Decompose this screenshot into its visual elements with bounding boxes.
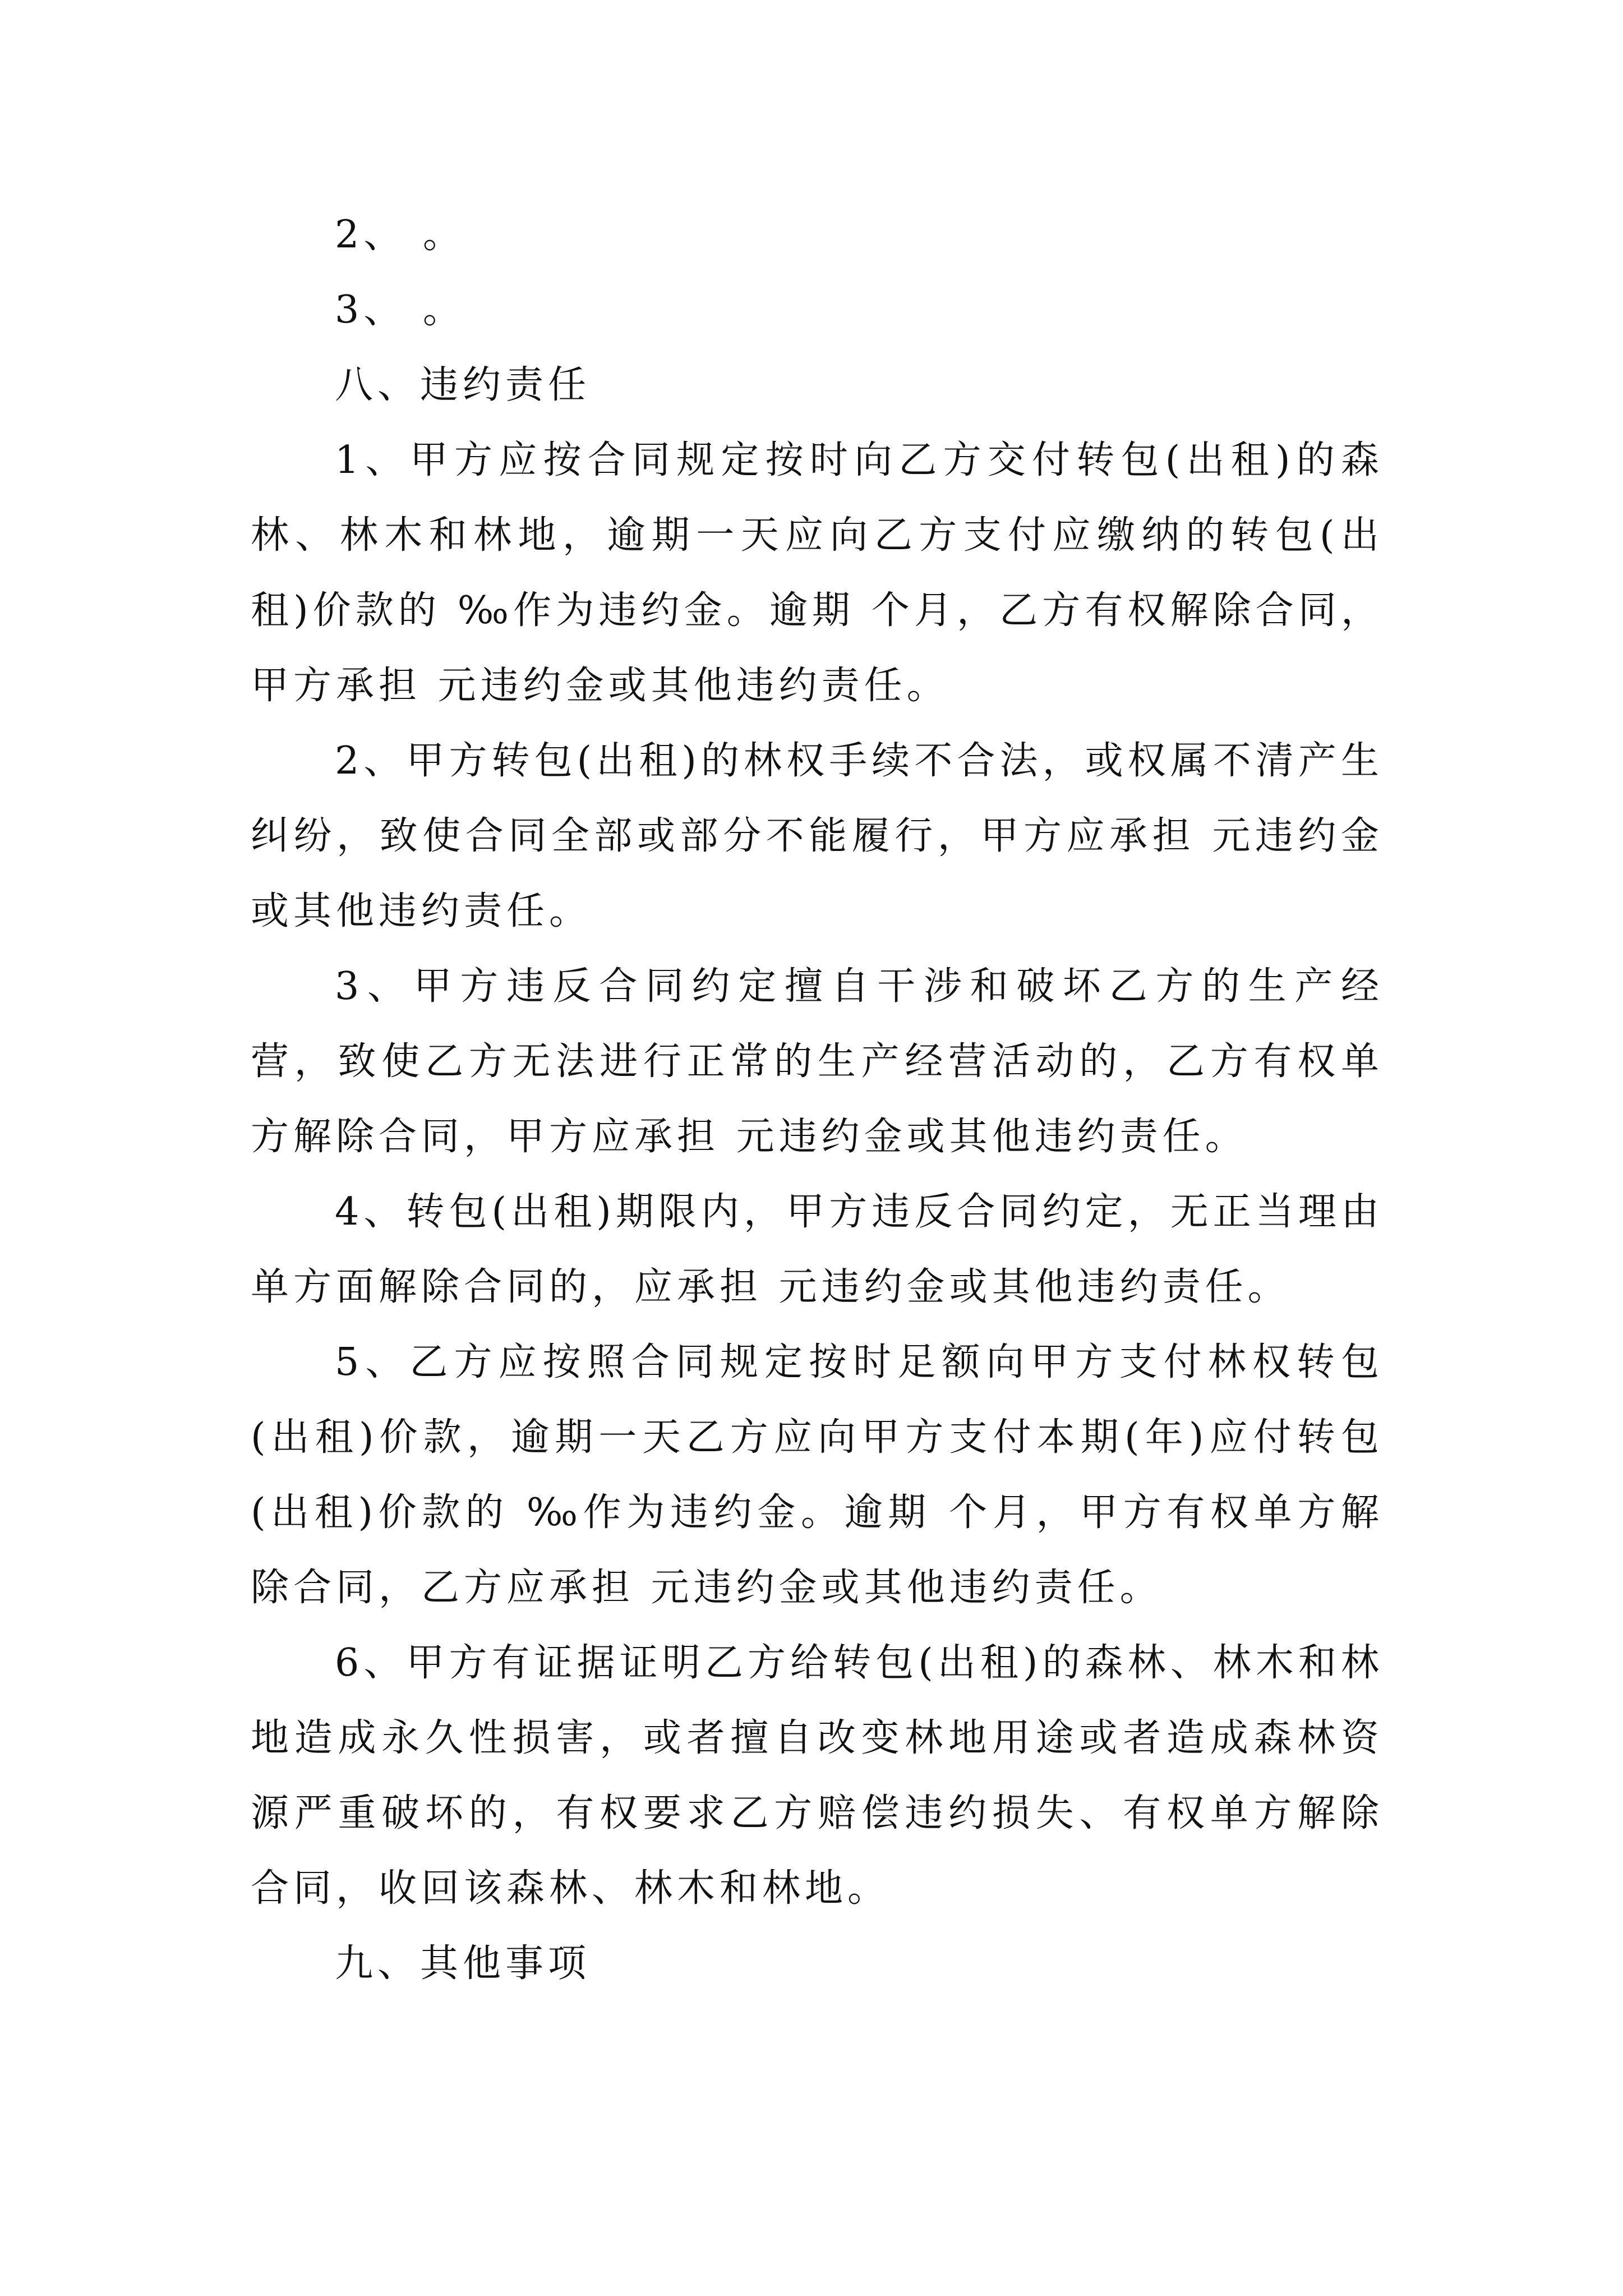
clause-4-unilateral-termination: 4、转包(出租)期限内，甲方违反合同约定，无正当理由单方面解除合同的，应承担 元违约金或其他违约责任。 bbox=[251, 1190, 1384, 1309]
section-heading-other-matters: 九、其他事项 bbox=[335, 1941, 591, 1986]
list-item-2-blank: 2、 。 bbox=[335, 213, 465, 257]
clause-6-permanent-damage: 6、甲方有证据证明乙方给转包(出租)的森林、林木和林地造成永久性损害，或者擅自改变林地用途或者造成森林资源严重破坏的，有权要求乙方赔偿违约损失、有权单方解除合同，收回该森林、林木和林地。 bbox=[251, 1641, 1384, 1911]
list-item-3-blank: 3、 。 bbox=[335, 288, 465, 332]
section-heading-breach-liability: 八、违约责任 bbox=[335, 363, 591, 407]
document-body bbox=[251, 197, 1384, 2001]
clause-5-payment-delay: 5、乙方应按照合同规定按时足额向甲方支付林权转包(出租)价款，逾期一天乙方应向甲方支付本期(年)应付转包(出租)价款的 ‰作为违约金。逾期 个月，甲方有权单方解除合同，乙方应承担 元违约金或其他违约责任。 bbox=[251, 1340, 1384, 1610]
clause-1-delivery-delay: 1、甲方应按合同规定按时向乙方交付转包(出租)的森林、林木和林地，逾期一天应向乙方支付应缴纳的转包(出租)价款的 ‰作为违约金。逾期 个月，乙方有权解除合同，甲方承担 元违约金或其他违约责任。 bbox=[251, 438, 1384, 708]
clause-2-ownership-dispute: 2、甲方转包(出租)的林权手续不合法，或权属不清产生纠纷，致使合同全部或部分不能履行，甲方应承担 元违约金或其他违约责任。 bbox=[251, 739, 1384, 933]
clause-3-interference: 3、甲方违反合同约定擅自干涉和破坏乙方的生产经营，致使乙方无法进行正常的生产经营活动的，乙方有权单方解除合同，甲方应承担 元违约金或其他违约责任。 bbox=[251, 964, 1384, 1159]
